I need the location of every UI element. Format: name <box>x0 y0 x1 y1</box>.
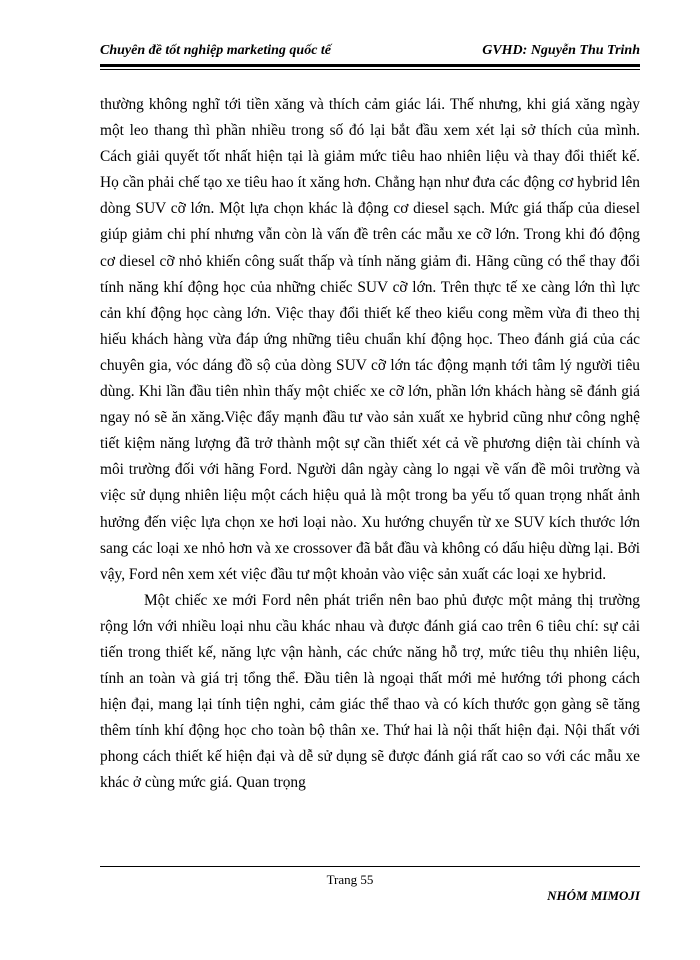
header-document-title: Chuyên đề tốt nghiệp marketing quốc tế <box>100 43 332 58</box>
body-paragraph-1: thường không nghĩ tới tiền xăng và thích cảm giác lái. Thế nhưng, khi giá xăng ngày một leo thang thì phần nhiều trong số đó lại bắt đầu xem xét lại sở thích của mình. Cách giải quyết tốt nhất hiện tại là giảm mức tiêu hao nhiên liệu và thay đổi thiết kế. Họ cần phải chế tạo xe tiêu hao ít xăng hơn. Chẳng hạn như đưa các động cơ hybrid lên dòng SUV cỡ lớn. Một lựa chọn khác là động cơ diesel sạch. Mức giá thấp của diesel giúp giảm chi phí nhưng vẫn còn là vấn đề trên các mẫu xe cỡ lớn. Trong khi đó động cơ diesel cỡ nhỏ khiến công suất thấp và tính năng giảm đi. Hãng cũng có thể thay đổi tính năng khí động học của những chiếc SUV cỡ lớn. Trên thực tế xe càng lớn thì lực cản khí động học càng lớn. Việc thay đổi thiết kế theo kiểu cong mềm vừa đi theo thị hiếu khách hàng vừa đáp ứng những tiêu chuẩn khí động học. Theo đánh giá của các chuyên gia, vóc dáng đồ sộ của dòng SUV cỡ lớn tác động mạnh tới tâm lý người tiêu dùng. Khi lần đầu tiên nhìn thấy một chiếc xe cỡ lớn, phần lớn khách hàng sẽ đánh giá ngay nó sẽ ăn xăng.Việc đẩy mạnh đầu tư vào sản xuất xe hybrid cũng như công nghệ tiết kiệm năng lượng đã trở thành một sự cần thiết xét cả về phương diện tài chính và môi trường đối với hãng Ford. Người dân ngày càng lo ngại về vấn đề môi trường và việc sử dụng nhiên liệu một cách hiệu quả là một trong ba yếu tố quan trọng nhất ảnh hưởng đến việc lựa chọn xe hơi loại nào. Xu hướng chuyển từ xe SUV kích thước lớn sang các loại xe nhỏ hơn và xe crossover đã bắt đầu và không có dấu hiệu dừng lại. Bởi vậy, Ford nên xem xét việc đầu tư một khoản vào việc sản xuất các loại xe hybrid. <box>100 96 640 583</box>
header-supervisor: GVHD: Nguyễn Thu Trinh <box>482 43 640 58</box>
footer-divider <box>100 866 640 867</box>
header-divider-thick <box>100 64 640 67</box>
body-paragraph-2: Một chiếc xe mới Ford nên phát triển nên bao phủ được một mảng thị trường rộng lớn với nhiều loại nhu cầu khác nhau và được đánh giá cao trên 6 tiêu chí: sự cải tiến trong thiết kế, năng lực vận hành, các chức năng hỗ trợ, mức tiêu thụ nhiên liệu, tính an toàn và giá trị tổng thể. Đầu tiên là ngoại thất mới mẻ hướng tới phong cách hiện đại, mang lại tính tiện nghi, cảm giác thể thao và có kích thước gọn gàng sẽ tăng thêm tính khí động học cho toàn bộ thân xe. Thứ hai là nội thất hiện đại. Nội thất với phong cách thiết kế hiện đại và dễ sử dụng sẽ được đánh giá rất cao so với các mẫu xe khác ở cùng mức giá. Quan trọng <box>100 591 640 792</box>
header-divider-thin <box>100 69 640 70</box>
page-number: Trang 55 <box>326 872 374 887</box>
page-body <box>100 92 640 797</box>
page-header <box>100 42 640 64</box>
footer-group-name: NHÓM MIMOJI <box>547 888 640 903</box>
